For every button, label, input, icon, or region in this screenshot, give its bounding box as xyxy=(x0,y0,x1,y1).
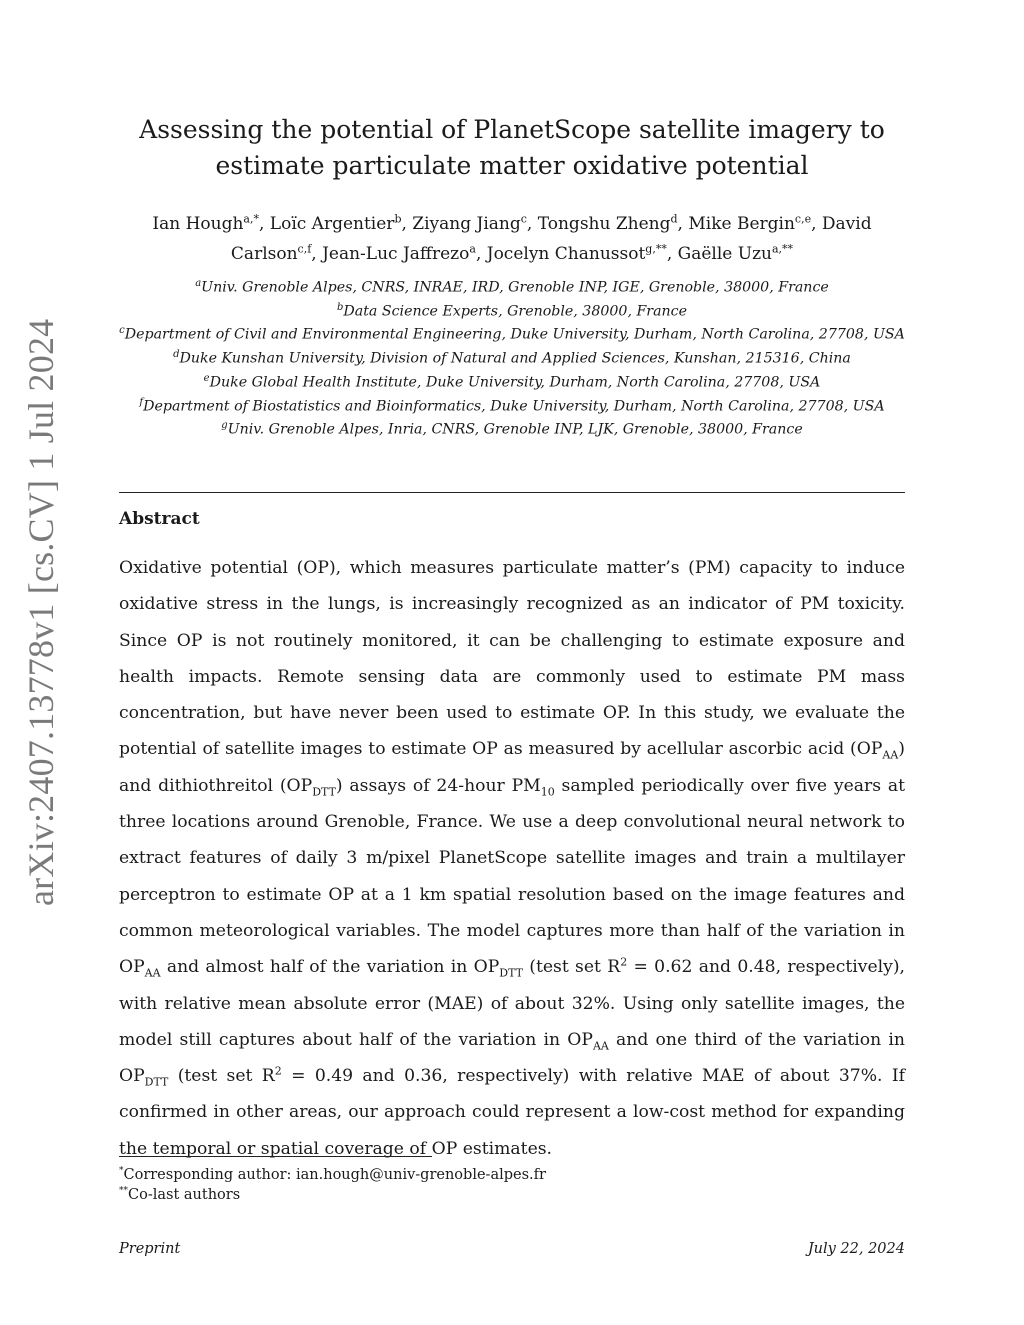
abstract-text: Oxidative potential (OP), which measures particulate matter’s (PM) capacity to induce oxidative stress in the lungs, is increasingly recognized as an indicator of PM toxicity. Since OP is not routinely monitored, it can be challenging to estimate exposure and health impacts. Remote sensing data are commonly used to estimate PM mass concentration, but have never been used to estimate OP. In this study, we evaluate the potential of satellite images to estimate OP as measured by acellular ascorbic acid (OP xyxy=(119,558,905,760)
abstract-body xyxy=(119,550,905,1167)
superscript: 2 xyxy=(274,1064,282,1078)
abstract-text: ) assays of 24-hour PM xyxy=(335,775,541,796)
superscript: 2 xyxy=(620,955,628,969)
affiliation: $^b$Data Science Experts, Grenoble, 38000, France xyxy=(336,301,688,320)
footer-preprint-label: Preprint xyxy=(119,1241,181,1257)
abstract-text: (test set R xyxy=(168,1066,275,1087)
author: Ziyang Jiang$^c$, xyxy=(412,212,538,234)
paper-title: Assessing the potential of PlanetScope satellite imagery to estimate particulate matter oxidative potential xyxy=(139,115,885,180)
abstract-text: = 0.49 and 0.36, respectively) with relative MAE of about 37%. If confirmed in other areas, our approach could represent a low-cost method for expanding the temporal or spatial coverage of OP estimates. xyxy=(119,1066,905,1159)
affiliation: $^c$Department of Civil and Environmental Engineering, Duke University, Durham, North Carolina, 27708, USA xyxy=(119,325,905,344)
subscript: AA xyxy=(592,1039,609,1053)
abstract-text: ) and dithiothreitol (OP xyxy=(119,739,905,796)
author-list xyxy=(120,206,904,267)
footer-date: July 22, 2024 xyxy=(807,1241,905,1257)
arxiv-identifier: arXiv:2407.13778v1 [cs.CV] 1 Jul 2024 xyxy=(21,318,61,906)
subscript: 10 xyxy=(540,785,555,799)
subscript: DTT xyxy=(144,1075,169,1089)
footnote-corresponding-author: *Corresponding author: ian.hough@univ-grenoble-alpes.fr xyxy=(119,1166,546,1183)
subscript: DTT xyxy=(312,785,336,799)
author: Jocelyn Chanussot$^{g,**}$, xyxy=(486,242,678,265)
author: Gaëlle Uzu$^{a,**}$ xyxy=(677,242,794,265)
abstract-heading: Abstract xyxy=(119,509,200,529)
author: Jean-Luc Jaffrezo$^a$, xyxy=(322,242,487,265)
author: Ian Hough$^{a,*}$, xyxy=(152,212,270,234)
affiliation: $^e$Duke Global Health Institute, Duke University, Durham, North Carolina, 27708, USA xyxy=(203,372,821,391)
section-divider xyxy=(119,492,905,493)
affiliation: $^a$Univ. Grenoble Alpes, CNRS, INRAE, IRD, Grenoble INP, IGE, Grenoble, 38000, France xyxy=(195,278,829,296)
subscript: DTT xyxy=(499,966,523,980)
abstract-text: (test set R xyxy=(522,957,621,978)
abstract-text: sampled periodically over five years at three locations around Grenoble, France. We use a deep convolutional neural network to extract features of daily 3 m/pixel PlanetScope satellite images and train a multilayer perceptron to estimate OP at a 1 km spatial resolution based on the image features and common meteorological variables. The model captures more than half of the variation in OP xyxy=(119,775,905,978)
subscript: AA xyxy=(144,966,161,980)
affiliation: $^g$Univ. Grenoble Alpes, Inria, CNRS, Grenoble INP, LJK, Grenoble, 38000, France xyxy=(221,420,803,439)
author: David Carlson$^{c,f}$, xyxy=(230,213,872,265)
abstract-text: and almost half of the variation in OP xyxy=(160,957,500,978)
author: Mike Bergin$^{c,e}$, xyxy=(688,212,822,234)
author: Tongshu Zheng$^d$, xyxy=(537,212,689,234)
abstract-text: and one third of the variation in OP xyxy=(119,1029,905,1087)
affiliation-list xyxy=(110,274,914,440)
author: Loïc Argentier$^b$, xyxy=(269,212,413,234)
affiliation: $^f$Department of Biostatistics and Bioinformatics, Duke University, Durham, North Carolina, 27708, USA xyxy=(139,396,885,415)
footnote-co-last-authors: **Co-last authors xyxy=(119,1186,241,1203)
subscript: AA xyxy=(882,748,899,762)
footnote-divider xyxy=(119,1156,432,1157)
affiliation: $^d$Duke Kunshan University, Division of Natural and Applied Sciences, Kunshan, 215316, China xyxy=(173,349,851,367)
abstract-text: = 0.62 and 0.48, respectively), with relative mean absolute error (MAE) of about 32%. Using only satellite images, the model still captures about half of the variation in OP xyxy=(119,957,906,1050)
